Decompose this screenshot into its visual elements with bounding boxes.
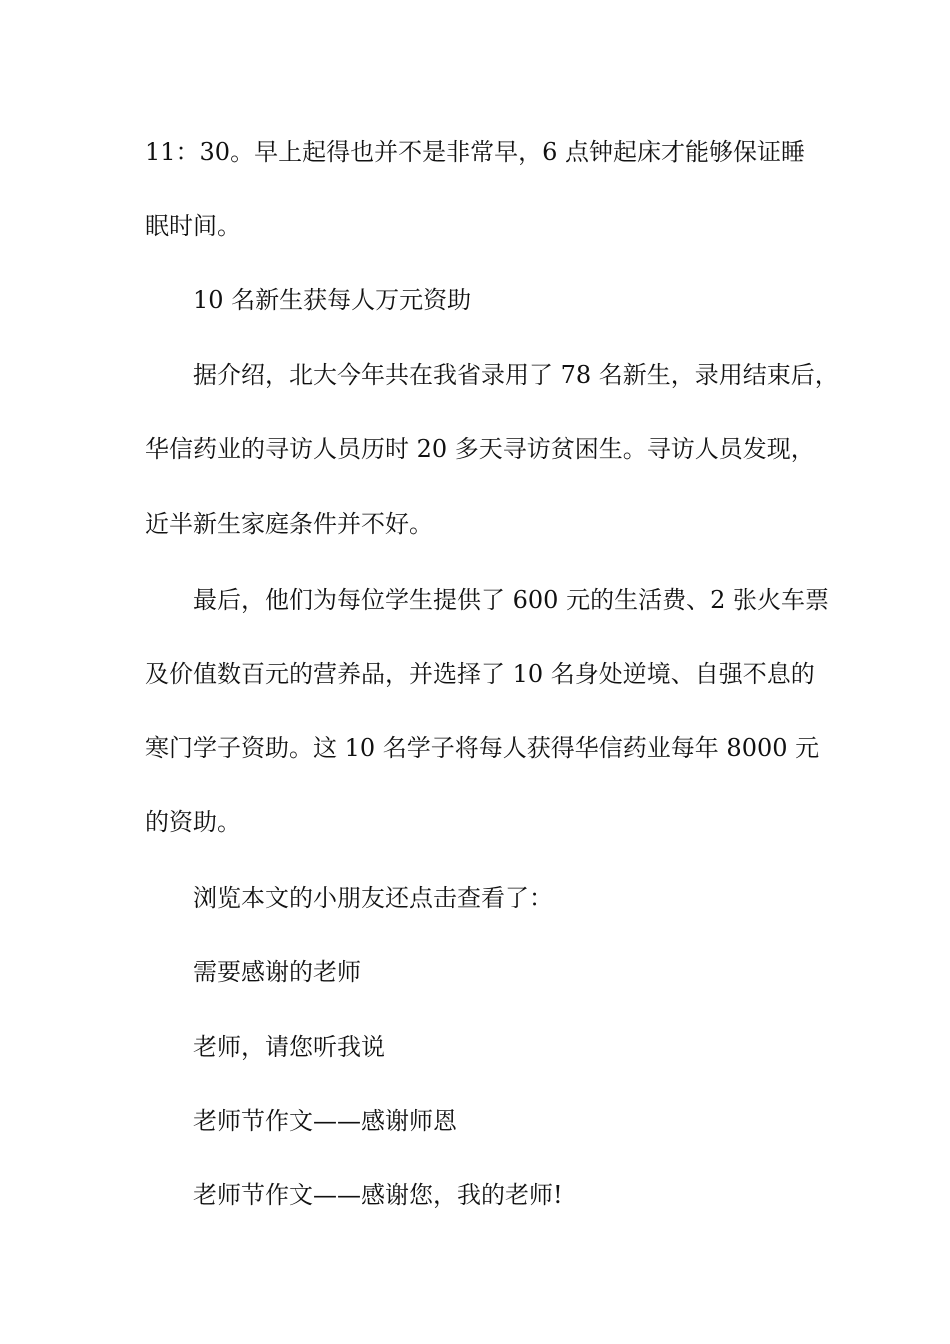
body-text-line: 近半新生家庭条件并不好。 xyxy=(145,510,433,538)
related-link[interactable]: 老师节作文——感谢师恩 xyxy=(193,1107,457,1135)
body-text-line: 11：30。早上起得也并不是非常早，6 点钟起床才能够保证睡 xyxy=(145,138,805,166)
body-text-line: 眠时间。 xyxy=(145,212,241,240)
body-text-line: 及价值数百元的营养品，并选择了 10 名身处逆境、自强不息的 xyxy=(145,660,815,688)
body-text-line: 据介绍，北大今年共在我省录用了 78 名新生，录用结束后， xyxy=(193,361,839,389)
body-text-line: 的资助。 xyxy=(145,808,241,836)
body-text-line: 华信药业的寻访人员历时 20 多天寻访贫困生。寻访人员发现， xyxy=(145,435,815,463)
related-link[interactable]: 需要感谢的老师 xyxy=(193,958,361,986)
related-link[interactable]: 老师节作文——感谢您，我的老师! xyxy=(193,1181,563,1209)
body-text-line: 最后，他们为每位学生提供了 600 元的生活费、2 张火车票 xyxy=(193,586,829,614)
related-link[interactable]: 老师，请您听我说 xyxy=(193,1033,385,1061)
body-text-line: 寒门学子资助。这 10 名学子将每人获得华信药业每年 8000 元 xyxy=(145,734,820,762)
section-heading: 10 名新生获每人万元资助 xyxy=(193,286,472,314)
related-heading: 浏览本文的小朋友还点击查看了： xyxy=(193,884,553,912)
